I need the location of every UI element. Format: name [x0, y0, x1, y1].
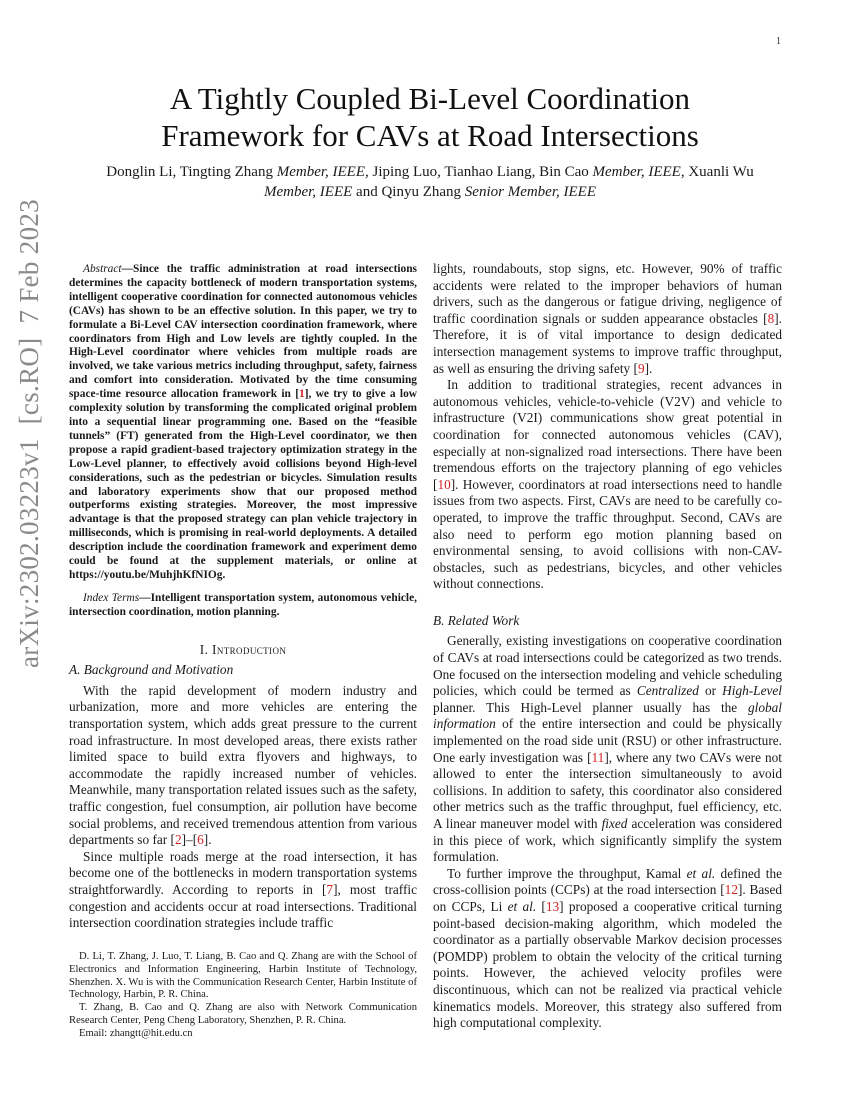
body-text: [: [536, 898, 546, 914]
body-text: ], most traffic congestion and accidents occur at road intersections. Traditional intersection coordination strategies include traffic: [69, 881, 417, 931]
authors-text: Donglin Li, Tingting Zhang: [106, 164, 277, 180]
body-text: To further improve the throughput, Kamal: [447, 865, 687, 881]
citation-link[interactable]: 7: [326, 881, 334, 897]
body-text: ] proposed a cooperative critical turning point-based decision-making algorithm, which modeled the coordinator as a partially observable Markov decision processes (POMDP) problem to obtain the velocity of the critical turning points. However, the achieved velocity profiles were discontinuous, which can not be realized via practical vehicle kinematics models. Moreover, this strategy also suffered from high computational complexity.: [433, 898, 782, 1031]
footnote-email: Email: zhangtt@hit.edu.cn: [79, 1027, 193, 1039]
index-terms-text: —Intelligent transportation system, autonomous vehicle, intersection coordination, motion planning.: [69, 591, 417, 618]
body-text: ].: [203, 832, 212, 848]
body-text: With the rapid development of modern industry and urbanization, more and more vehicles are entering the transportation system, which adds great pressure to the current road infrastructure. In most developed areas, there exists rather limited space to build extra flyovers and highways, to accommodate the rapidly increased number of vehicles. Meanwhile, many transportation related issues such as the safety, traffic congestion, fuel consumption, air pollution have become social problems, and received tremendous attention from various departments so far [: [69, 682, 417, 848]
authors-text: , Xuanli Wu: [680, 164, 754, 180]
subsection-heading-background: A. Background and Motivation: [69, 662, 234, 678]
body-paragraph: [69, 849, 417, 932]
citation-link[interactable]: 2: [174, 832, 182, 848]
emphasis-text: fixed: [601, 816, 628, 831]
emphasis-text: Centralized: [636, 683, 699, 699]
abstract-text: ], we try to give a low complexity solution by transforming the complicated original problem into a sequential linear programming one. Based on the “feasible tunnels” (FT) generated from the High-Level coordinator, we then propose a rapid gradient-based trajectory optimization strategy in the Low-Level planner, to effectively avoid collisions beyond High-level considerations, such as the pedestrian or bicycles. Simulation results and laboratory experiments show that our proposed method outperforms existing strategies. Moreover, the most impressive advantage is that the proposed strategy can plan vehicle trajectory in milliseconds, which is promising in real-world deployments. A detailed description include the coordination framework and experiment demo could be found at the supplement materials, or online at https://youtu.be/MuhjhKfNIOg.: [69, 388, 417, 581]
citation-link[interactable]: 11: [591, 749, 605, 765]
title-line-1: A Tightly Coupled Bi-Level Coordination: [169, 81, 691, 116]
index-terms-label: Index Terms: [83, 591, 140, 604]
body-paragraph: [69, 683, 417, 849]
author-role: Member, IEEE: [592, 164, 681, 180]
footnote-affiliation-2: T. Zhang, B. Cao and Q. Zhang are also with Network Communication Research Center, Peng Cheng Laboratory, Shenzhen, P. R. China.: [69, 1002, 417, 1026]
abstract-text: —Since the traffic administration at road intersections determines the capacity bottleneck of modern transportation systems, intelligent cooperative coordination for connected autonomous vehicles (CAVs) has shown to be an effective solution. In this paper, we try to formulate a Bi-Level CAV intersection coordination framework, where coordinators from High and Low levels are tightly coupled. In the High-Level coordinator where vehicles from multiple roads are involved, we take various metrics including throughput, safety, fairness and comfort into consideration. Motivated by the time consuming space-time resource allocation framework in [: [69, 263, 417, 401]
emphasis-text: High-Level: [722, 683, 782, 699]
body-text: lights, roundabouts, stop signs, etc. However, 90% of traffic accidents were related to the improper behaviors of human drivers, such as the dangerous or fatigue driving, negligence of traffic coordination signals or sudden appearance obstacles [: [433, 261, 782, 326]
citation-link[interactable]: 8: [767, 310, 775, 326]
body-paragraph: [433, 633, 782, 865]
body-text: of the entire intersection and could be physically implemented on the road side unit (RSU) or other infrastructure. One early investigation was [: [433, 716, 782, 765]
body-text: In addition to traditional strategies, recent advances in autonomous vehicles, vehicle-to-vehicle (V2V) and vehicle to infrastructure (V2I) communications show great potential in coordination for connected autonomous vehicles (CAV), especially at non-signalized road intersections. There have been tremendous efforts on the trajectory planning of ego vehicles [: [433, 377, 782, 492]
body-text: Generally, existing investigations on cooperative coordination of CAVs at road intersections could be categorized as two trends. One focused on the intersection modeling and vehicle scheduling policies, which could be termed as: [433, 633, 782, 699]
abstract-label: Abstract: [83, 263, 122, 275]
body-text: planner. This High-Level planner usually has the: [433, 699, 749, 715]
index-terms: [69, 592, 417, 620]
body-text: ].: [644, 360, 653, 376]
body-text: ]–[: [181, 832, 198, 848]
emphasis-text: et al.: [507, 898, 537, 914]
body-text: ]. Therefore, it is of vital importance to design dedicated intersection management systems to improve traffic throughput, as well as ensuring the driving safety [: [433, 310, 782, 376]
citation-link[interactable]: 12: [724, 882, 738, 898]
author-role: Senior Member, IEEE: [464, 184, 596, 200]
author-role: Member, IEEE: [276, 164, 366, 180]
paper-title: [60, 80, 800, 154]
body-text: ]. Based on CCPs, Li: [433, 882, 783, 914]
arxiv-date: 7 Feb 2023: [14, 199, 44, 324]
authors-text: , Jiping Luo, Tianhao Liang, Bin Cao: [365, 164, 593, 180]
arxiv-category: [cs.RO]: [14, 337, 44, 425]
subsection-heading-related-work: B. Related Work: [433, 612, 520, 628]
right-column: [433, 261, 782, 1032]
body-paragraph: [433, 261, 782, 377]
citation-link[interactable]: 6: [197, 832, 204, 848]
emphasis-text: global information: [433, 699, 782, 732]
abstract: [69, 263, 417, 583]
citation-link[interactable]: 1: [298, 388, 305, 401]
footnote-affiliation: D. Li, T. Zhang, J. Luo, T. Liang, B. Cao and Q. Zhang are with the School of Electronics and Information Engineering, Harbin Institute of Technology, Shenzhen. X. Wu is with the Communication Research Center, Harbin Institute of Technology, Harbin, P. R. China.: [69, 951, 417, 1001]
citation-link[interactable]: 10: [437, 476, 451, 492]
author-list: [80, 162, 780, 202]
body-paragraph: [433, 377, 782, 593]
body-text: ], where any two CAVs were not allowed to enter the intersection simultaneously to avoid collisions. In addition to safety, this coordinator also considered other metrics such as the traffic throughput, fuel efficiency, etc. A linear maneuver model with: [433, 749, 782, 831]
author-role: Member, IEEE: [263, 184, 353, 200]
body-text: or: [698, 683, 723, 699]
left-column: [69, 263, 417, 932]
body-text: Since multiple roads merge at the road intersection, it has become one of the bottlenecks in modern transportation systems straightforwardly. According to reports in [: [69, 848, 417, 897]
arxiv-stamp: [14, 185, 45, 668]
authors-text: and Qinyu Zhang: [352, 184, 465, 200]
citation-link[interactable]: 13: [545, 898, 560, 914]
title-line-2: Framework for CAVs at Road Intersections: [161, 118, 699, 153]
arxiv-id[interactable]: arXiv:2302.03223v1: [14, 438, 44, 668]
body-paragraph: [433, 866, 782, 1032]
body-text: acceleration was considered in this piece of work, which significantly simplify the system formulation.: [433, 816, 782, 865]
body-text: defined the cross-collision points (CCPs) at the road intersection [: [433, 865, 782, 898]
emphasis-text: et al.: [686, 865, 716, 881]
page-number: 1: [776, 36, 781, 47]
body-text: ]. However, coordinators at road intersections need to handle issues from two aspects. First, CAVs are need to be carefully co-operated, to improve the traffic throughput. Second, CAVs are also need to perform ego motion planning based on environmental sensing, to avoid collisions with non-CAV-obstacles, such as pedestrians, bicycles, and other vehicles without connections.: [433, 476, 782, 592]
section-heading-introduction: I. Introduction: [199, 641, 287, 657]
citation-link[interactable]: 9: [637, 360, 645, 376]
footnotes: [69, 951, 417, 1041]
